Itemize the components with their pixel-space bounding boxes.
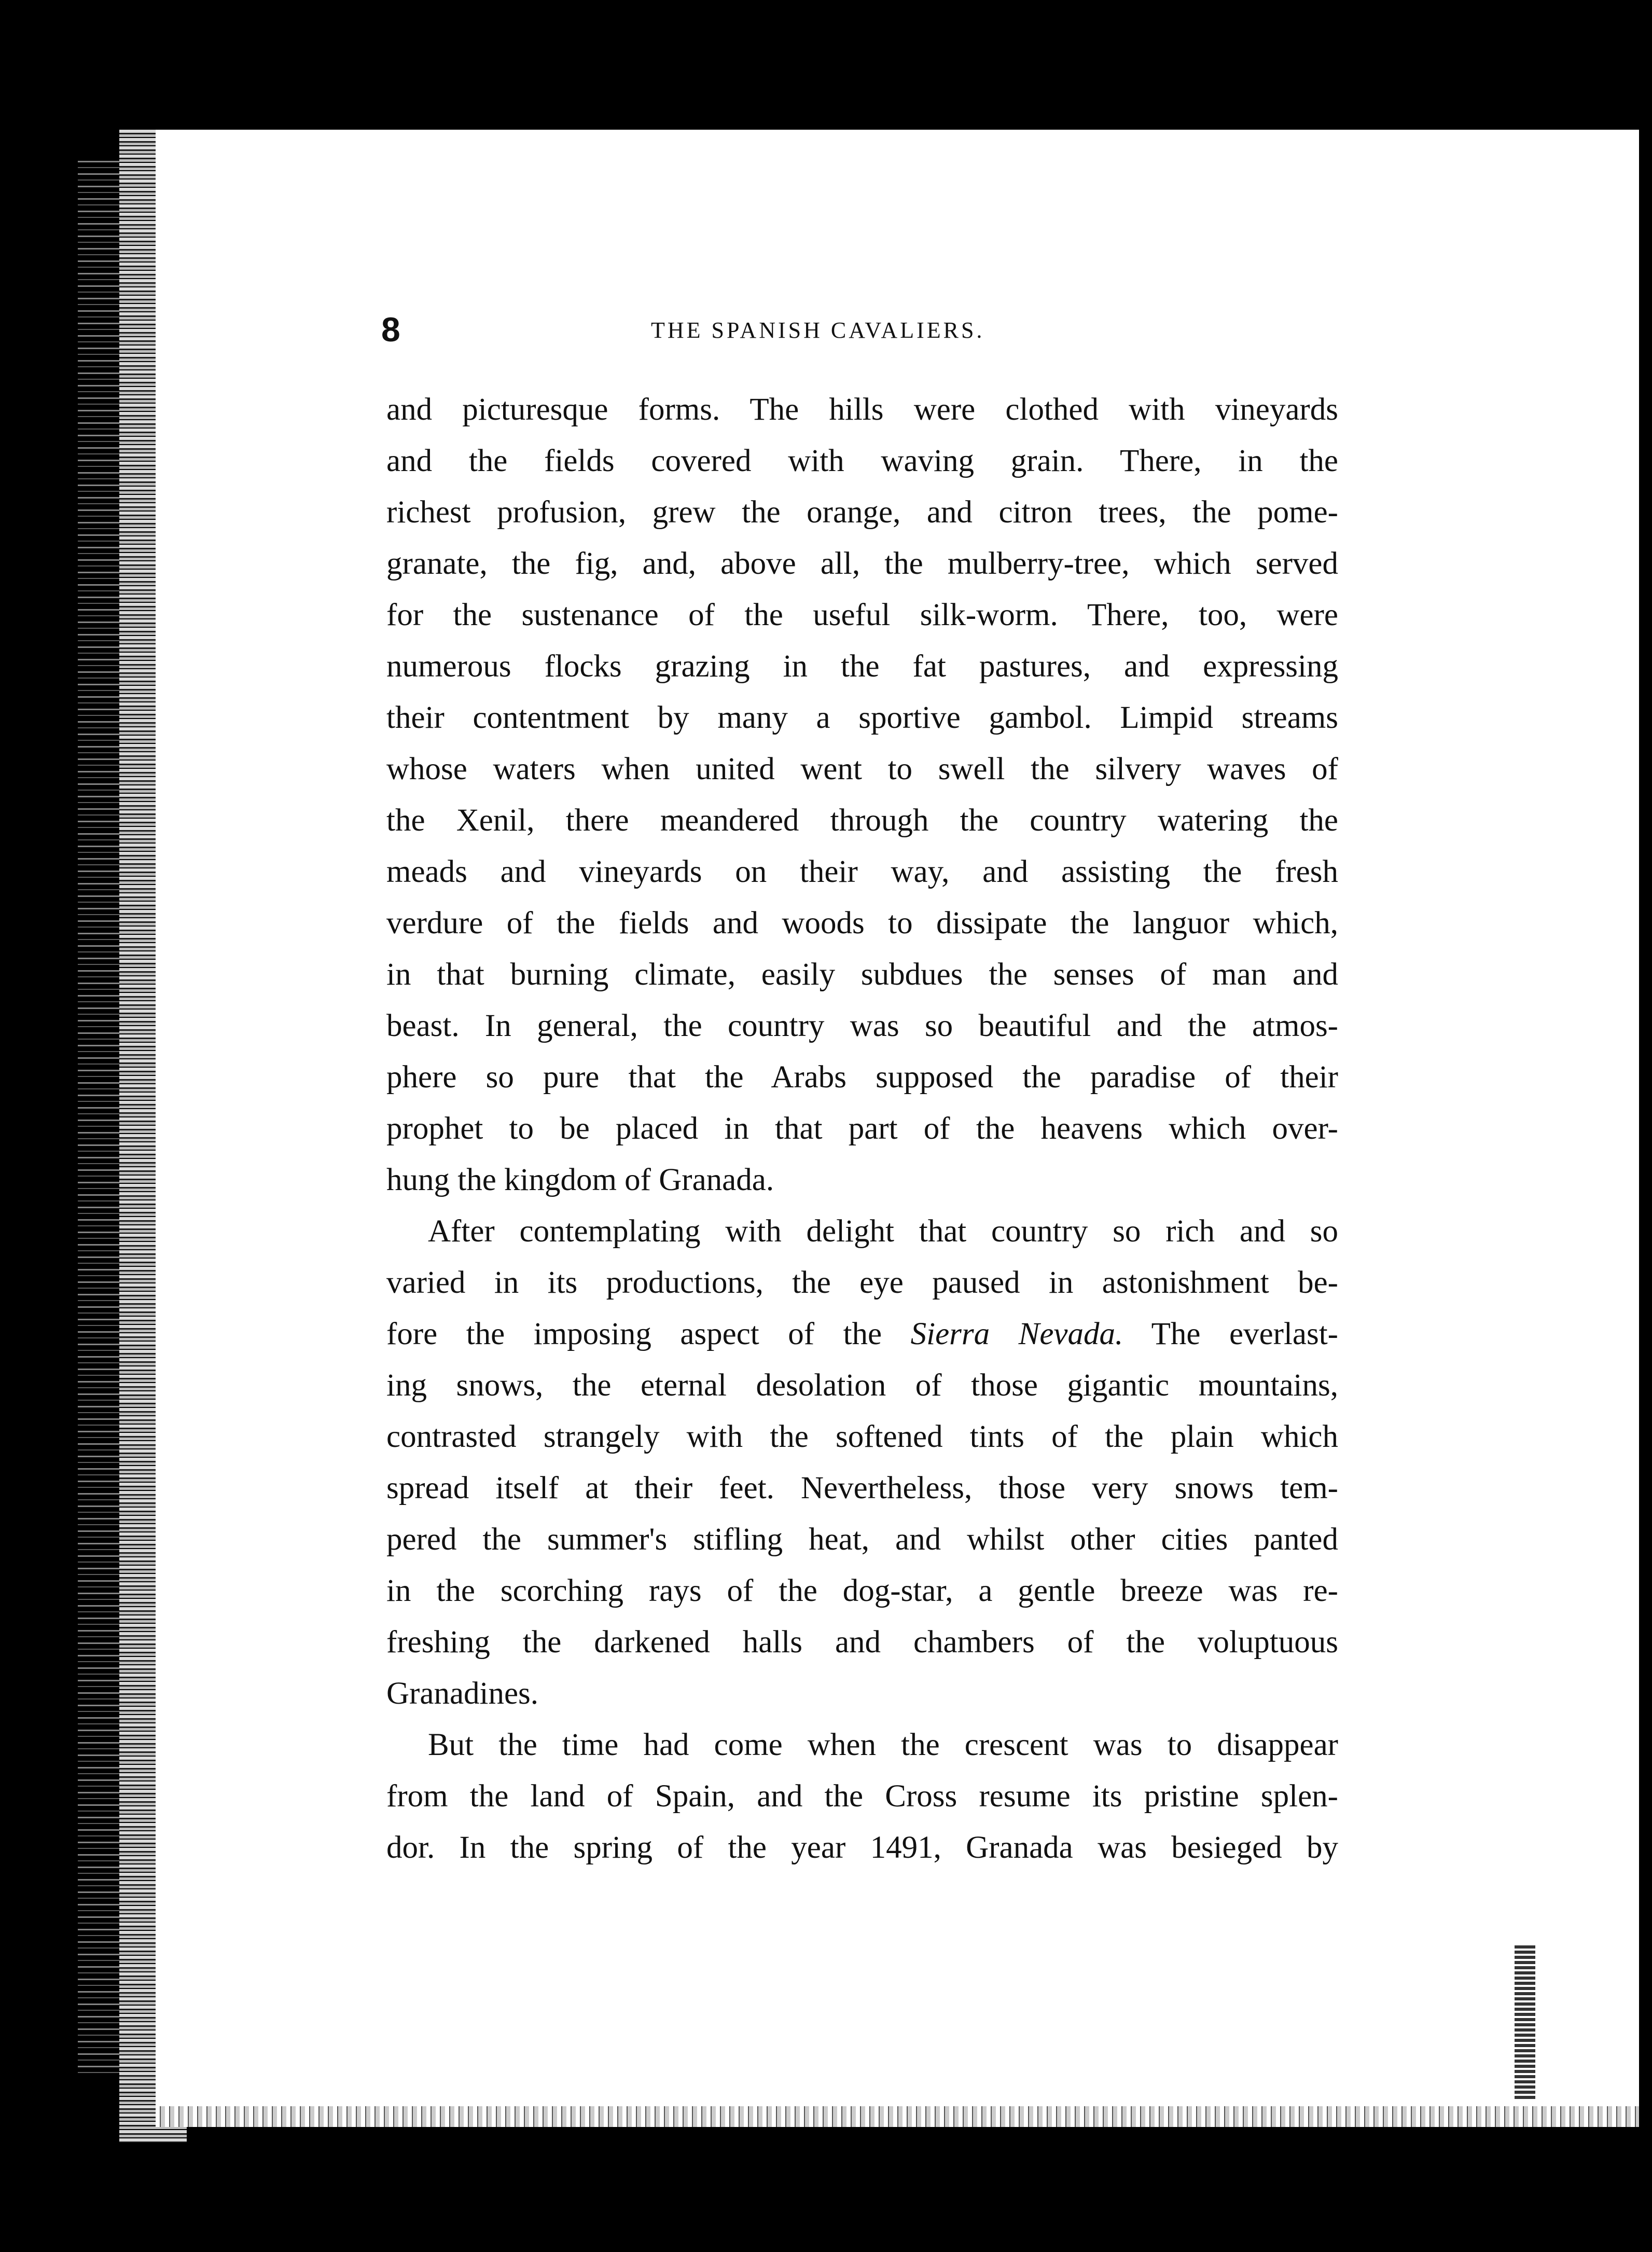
page-right-edge	[1515, 1945, 1535, 2101]
text-line-with-italic	[386, 1308, 1338, 1360]
text-line: contrasted strangely with the softened tints of the plain which	[386, 1419, 1338, 1454]
italic-place-name: Sierra Nevada.	[910, 1317, 1123, 1351]
text-line: for the sustenance of the useful silk-worm. There, too, were	[386, 598, 1338, 632]
text-line: in that burning climate, easily subdues the senses of man and	[386, 957, 1338, 992]
page-header	[381, 309, 1387, 355]
text-line: granate, the fig, and, above all, the mulberry-tree, which served	[386, 546, 1338, 581]
text-line: freshing the darkened halls and chambers of the voluptuous	[386, 1625, 1338, 1660]
text-line: phere so pure that the Arabs supposed the paradise of their	[386, 1060, 1338, 1095]
text-line: from the land of Spain, and the Cross resume its pristine splen-	[386, 1779, 1338, 1814]
text-line: ing snows, the eternal desolation of those gigantic mountains,	[386, 1368, 1338, 1403]
text-line: hung the kingdom of Granada.	[386, 1163, 774, 1197]
text-line: varied in its productions, the eye paused in astonishment be-	[386, 1265, 1338, 1300]
text-line: meads and vineyards on their way, and assisting the fresh	[386, 854, 1338, 889]
text-line: prophet to be placed in that part of the heavens which over-	[386, 1111, 1338, 1146]
text-line: pered the summer's stifling heat, and whilst other cities panted	[386, 1522, 1338, 1557]
page-stack-edge	[78, 156, 119, 2075]
text-line: their contentment by many a sportive gambol. Limpid streams	[386, 700, 1338, 735]
page-number: 8	[381, 310, 400, 349]
text-line: spread itself at their feet. Nevertheless, those very snows tem-	[386, 1471, 1338, 1505]
text-line: richest profusion, grew the orange, and citron trees, the pome-	[386, 495, 1338, 530]
text-line: whose waters when united went to swell the silvery waves of	[386, 752, 1338, 786]
text-line: and picturesque forms. The hills were clothed with vineyards	[386, 392, 1338, 427]
text-line: After contemplating with delight that country so rich and so	[428, 1214, 1338, 1249]
text-line: verdure of the fields and woods to dissipate the languor which,	[386, 906, 1338, 941]
text-line: Granadines.	[386, 1676, 539, 1711]
text-fragment: fore the imposing aspect of the	[386, 1317, 911, 1351]
text-line: numerous flocks grazing in the fat pastures, and expressing	[386, 649, 1338, 684]
body-text	[386, 384, 1338, 1873]
text-fragment: The everlast-	[1123, 1317, 1338, 1351]
page-bottom-edge	[156, 2106, 1639, 2127]
text-line: But the time had come when the crescent was to disappear	[428, 1728, 1338, 1762]
text-line: beast. In general, the country was so beautiful and the atmos-	[386, 1008, 1338, 1043]
text-line: the Xenil, there meandered through the country watering the	[386, 803, 1338, 838]
text-line: in the scorching rays of the dog-star, a gentle breeze was re-	[386, 1573, 1338, 1608]
text-line: and the fields covered with waving grain. There, in the	[386, 444, 1338, 478]
text-line: dor. In the spring of the year 1491, Granada was besieged by	[386, 1830, 1338, 1865]
running-head: THE SPANISH CAVALIERS.	[651, 317, 985, 343]
